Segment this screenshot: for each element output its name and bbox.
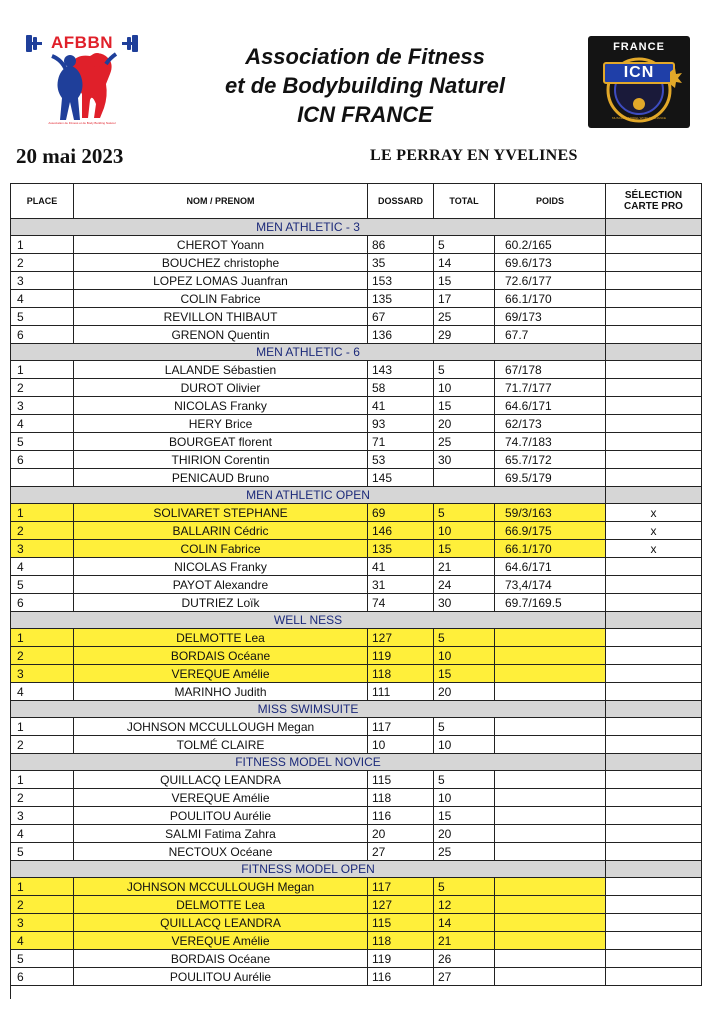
cell-total: 14 — [434, 914, 495, 932]
cell-total: 17 — [434, 290, 495, 308]
cell-dossard: 111 — [368, 683, 434, 701]
cell-total: 20 — [434, 825, 495, 843]
cell-place: 2 — [11, 254, 74, 272]
table-row — [11, 896, 702, 914]
organisation-title — [150, 42, 580, 129]
cell-selection — [606, 878, 702, 896]
icn-logo-main: ICN — [623, 64, 655, 81]
cell-poids — [495, 683, 606, 701]
cell-selection — [606, 629, 702, 647]
cell-dossard: 27 — [368, 843, 434, 861]
cell-place: 3 — [11, 914, 74, 932]
table-row — [11, 272, 702, 290]
header-selection-line-1: SÉLECTION — [624, 190, 683, 201]
category-title: MEN ATHLETIC - 6 — [11, 344, 606, 361]
cell-poids — [495, 825, 606, 843]
cell-name: JOHNSON MCCULLOUGH Megan — [74, 878, 368, 896]
cell-poids: 69.7/169.5 — [495, 594, 606, 612]
cell-name: DUTRIEZ Loïk — [74, 594, 368, 612]
cell-name: TOLMÉ CLAIRE — [74, 736, 368, 754]
cell-dossard: 153 — [368, 272, 434, 290]
header-selection-line-2: CARTE PRO — [624, 201, 683, 212]
cell-selection — [606, 843, 702, 861]
cell-poids: 73,4/174 — [495, 576, 606, 594]
cell-name: JOHNSON MCCULLOUGH Megan — [74, 718, 368, 736]
cell-selection — [606, 807, 702, 825]
cell-dossard: 35 — [368, 254, 434, 272]
cell-place: 3 — [11, 397, 74, 415]
cell-name: LOPEZ LOMAS Juanfran — [74, 272, 368, 290]
cell-poids: 74.7/183 — [495, 433, 606, 451]
cell-name: QUILLACQ LEANDRA — [74, 771, 368, 789]
cell-poids: 72.6/177 — [495, 272, 606, 290]
cell-dossard: 119 — [368, 647, 434, 665]
cell-poids — [495, 771, 606, 789]
table-row — [11, 397, 702, 415]
cell-dossard: 74 — [368, 594, 434, 612]
table-row — [11, 736, 702, 754]
table-row — [11, 718, 702, 736]
cell-selection — [606, 397, 702, 415]
cell-selection — [606, 647, 702, 665]
cell-total: 30 — [434, 451, 495, 469]
cell-selection — [606, 771, 702, 789]
cell-place: 1 — [11, 878, 74, 896]
cell-total: 21 — [434, 558, 495, 576]
cell-place: 5 — [11, 308, 74, 326]
cell-selection — [606, 236, 702, 254]
icn-france-logo — [588, 36, 690, 128]
cell-dossard: 143 — [368, 361, 434, 379]
cell-dossard: 118 — [368, 789, 434, 807]
table-row — [11, 504, 702, 522]
org-line-1: Association de Fitness — [245, 44, 485, 69]
cell-total: 10 — [434, 736, 495, 754]
cell-dossard: 58 — [368, 379, 434, 397]
cell-poids — [495, 665, 606, 683]
cell-name: NICOLAS Franky — [74, 558, 368, 576]
table-row — [11, 415, 702, 433]
category-selection-cell — [606, 754, 702, 771]
cell-dossard: 71 — [368, 433, 434, 451]
table-row — [11, 789, 702, 807]
cell-total: 12 — [434, 896, 495, 914]
table-row — [11, 629, 702, 647]
table-row — [11, 594, 702, 612]
category-selection-cell — [606, 612, 702, 629]
table-row — [11, 254, 702, 272]
category-selection-cell — [606, 487, 702, 504]
cell-dossard: 116 — [368, 807, 434, 825]
cell-dossard: 127 — [368, 896, 434, 914]
cell-name: THIRION Corentin — [74, 451, 368, 469]
cell-selection — [606, 326, 702, 344]
category-row — [11, 487, 702, 504]
cell-name: PENICAUD Bruno — [74, 469, 368, 487]
cell-total: 15 — [434, 807, 495, 825]
category-title: MISS SWIMSUITE — [11, 701, 606, 718]
cell-selection — [606, 308, 702, 326]
cell-place: 4 — [11, 415, 74, 433]
cell-dossard: 93 — [368, 415, 434, 433]
header-dossard: DOSSARD — [368, 184, 434, 219]
category-row — [11, 344, 702, 361]
category-row — [11, 612, 702, 629]
table-row — [11, 771, 702, 789]
table-row — [11, 665, 702, 683]
table-row — [11, 878, 702, 896]
cell-selection — [606, 451, 702, 469]
table-row — [11, 576, 702, 594]
cell-place: 2 — [11, 379, 74, 397]
cell-place: 2 — [11, 522, 74, 540]
cell-dossard: 86 — [368, 236, 434, 254]
cell-poids — [495, 629, 606, 647]
table-row — [11, 433, 702, 451]
category-row — [11, 861, 702, 878]
results-table — [10, 183, 702, 986]
table-row — [11, 843, 702, 861]
cell-total: 21 — [434, 932, 495, 950]
cell-poids: 66.1/170 — [495, 290, 606, 308]
cell-poids — [495, 896, 606, 914]
cell-place — [11, 469, 74, 487]
table-left-border — [10, 975, 11, 999]
cell-selection — [606, 272, 702, 290]
cell-name: BOUCHEZ christophe — [74, 254, 368, 272]
afbbn-logo-text: AFBBN — [51, 33, 113, 52]
category-title: FITNESS MODEL NOVICE — [11, 754, 606, 771]
cell-total: 20 — [434, 683, 495, 701]
cell-name: PAYOT Alexandre — [74, 576, 368, 594]
cell-total: 14 — [434, 254, 495, 272]
cell-selection — [606, 433, 702, 451]
cell-poids — [495, 718, 606, 736]
cell-dossard: 117 — [368, 718, 434, 736]
cell-total: 5 — [434, 236, 495, 254]
cell-poids: 69.5/179 — [495, 469, 606, 487]
cell-dossard: 117 — [368, 878, 434, 896]
org-line-3: ICN FRANCE — [297, 102, 433, 127]
cell-name: VEREQUE Amélie — [74, 789, 368, 807]
cell-dossard: 41 — [368, 558, 434, 576]
cell-total: 5 — [434, 504, 495, 522]
event-date: 20 mai 2023 — [16, 144, 124, 168]
cell-selection — [606, 718, 702, 736]
cell-selection — [606, 379, 702, 397]
category-selection-cell — [606, 701, 702, 718]
afbbn-logo — [24, 30, 140, 130]
cell-name: LALANDE Sébastien — [74, 361, 368, 379]
category-selection-cell — [606, 219, 702, 236]
cell-total: 27 — [434, 968, 495, 986]
cell-total: 15 — [434, 397, 495, 415]
table-row — [11, 950, 702, 968]
cell-total: 25 — [434, 843, 495, 861]
cell-place: 1 — [11, 504, 74, 522]
cell-selection — [606, 558, 702, 576]
cell-dossard: 20 — [368, 825, 434, 843]
event-venue: LE PERRAY EN YVELINES — [370, 147, 578, 164]
cell-total: 15 — [434, 665, 495, 683]
cell-place: 2 — [11, 896, 74, 914]
cell-place: 6 — [11, 968, 74, 986]
cell-poids: 62/173 — [495, 415, 606, 433]
cell-poids — [495, 789, 606, 807]
header-place: PLACE — [11, 184, 74, 219]
cell-dossard: 135 — [368, 540, 434, 558]
table-row — [11, 968, 702, 986]
cell-name: POULITOU Aurélie — [74, 968, 368, 986]
cell-selection — [606, 254, 702, 272]
cell-poids — [495, 736, 606, 754]
cell-poids: 67/178 — [495, 361, 606, 379]
cell-dossard: 31 — [368, 576, 434, 594]
cell-place: 5 — [11, 576, 74, 594]
cell-place: 6 — [11, 594, 74, 612]
cell-selection — [606, 665, 702, 683]
cell-dossard: 67 — [368, 308, 434, 326]
cell-place: 1 — [11, 361, 74, 379]
cell-poids: 69.6/173 — [495, 254, 606, 272]
table-row — [11, 914, 702, 932]
cell-name: BALLARIN Cédric — [74, 522, 368, 540]
cell-selection — [606, 290, 702, 308]
cell-name: BORDAIS Océane — [74, 647, 368, 665]
cell-total: 25 — [434, 433, 495, 451]
cell-total: 24 — [434, 576, 495, 594]
cell-poids: 69/173 — [495, 308, 606, 326]
cell-place: 1 — [11, 236, 74, 254]
cell-poids: 71.7/177 — [495, 379, 606, 397]
cell-place: 4 — [11, 825, 74, 843]
cell-total: 29 — [434, 326, 495, 344]
cell-selection — [606, 825, 702, 843]
cell-dossard: 118 — [368, 932, 434, 950]
table-row — [11, 807, 702, 825]
cell-dossard: 116 — [368, 968, 434, 986]
cell-total: 5 — [434, 878, 495, 896]
cell-dossard: 146 — [368, 522, 434, 540]
cell-name: COLIN Fabrice — [74, 540, 368, 558]
cell-place: 3 — [11, 540, 74, 558]
cell-dossard: 136 — [368, 326, 434, 344]
table-row — [11, 469, 702, 487]
cell-selection — [606, 736, 702, 754]
cell-poids: 64.6/171 — [495, 397, 606, 415]
cell-place: 5 — [11, 433, 74, 451]
cell-selection — [606, 469, 702, 487]
cell-dossard: 118 — [368, 665, 434, 683]
cell-dossard: 127 — [368, 629, 434, 647]
cell-poids — [495, 932, 606, 950]
org-line-2: et de Bodybuilding Naturel — [225, 73, 505, 98]
cell-selection — [606, 789, 702, 807]
cell-dossard: 135 — [368, 290, 434, 308]
table-row — [11, 451, 702, 469]
cell-place: 2 — [11, 647, 74, 665]
cell-selection — [606, 361, 702, 379]
cell-place: 5 — [11, 843, 74, 861]
cell-place: 3 — [11, 665, 74, 683]
cell-place: 1 — [11, 771, 74, 789]
cell-poids — [495, 647, 606, 665]
cell-poids — [495, 843, 606, 861]
cell-name: DUROT Olivier — [74, 379, 368, 397]
cell-dossard: 145 — [368, 469, 434, 487]
icn-logo-france: FRANCE — [613, 41, 665, 53]
header-poids: POIDS — [495, 184, 606, 219]
table-row — [11, 540, 702, 558]
cell-selection — [606, 683, 702, 701]
table-row — [11, 683, 702, 701]
table-row — [11, 825, 702, 843]
cell-total: 5 — [434, 629, 495, 647]
category-title: MEN ATHLETIC - 3 — [11, 219, 606, 236]
cell-selection: x — [606, 504, 702, 522]
cell-selection — [606, 914, 702, 932]
cell-dossard: 119 — [368, 950, 434, 968]
cell-poids: 60.2/165 — [495, 236, 606, 254]
cell-place: 3 — [11, 807, 74, 825]
cell-selection: x — [606, 522, 702, 540]
cell-name: HERY Brice — [74, 415, 368, 433]
cell-dossard: 115 — [368, 771, 434, 789]
cell-name: POULITOU Aurélie — [74, 807, 368, 825]
cell-selection — [606, 932, 702, 950]
cell-poids — [495, 950, 606, 968]
category-title: FITNESS MODEL OPEN — [11, 861, 606, 878]
cell-name: BORDAIS Océane — [74, 950, 368, 968]
cell-name: REVILLON THIBAUT — [74, 308, 368, 326]
results-body — [11, 219, 702, 986]
cell-poids — [495, 914, 606, 932]
cell-selection — [606, 968, 702, 986]
cell-total: 5 — [434, 718, 495, 736]
cell-name: QUILLACQ LEANDRA — [74, 914, 368, 932]
cell-name: SOLIVARET STEPHANE — [74, 504, 368, 522]
cell-poids: 59/3/163 — [495, 504, 606, 522]
cell-place: 6 — [11, 451, 74, 469]
cell-name: COLIN Fabrice — [74, 290, 368, 308]
cell-selection — [606, 594, 702, 612]
table-header-row — [11, 184, 702, 219]
cell-poids: 64.6/171 — [495, 558, 606, 576]
cell-dossard: 10 — [368, 736, 434, 754]
cell-selection: x — [606, 540, 702, 558]
cell-name: GRENON Quentin — [74, 326, 368, 344]
cell-place: 4 — [11, 932, 74, 950]
table-row — [11, 236, 702, 254]
cell-poids: 66.1/170 — [495, 540, 606, 558]
cell-selection — [606, 950, 702, 968]
cell-total: 10 — [434, 789, 495, 807]
table-row — [11, 308, 702, 326]
cell-name: SALMI Fatima Zahra — [74, 825, 368, 843]
table-row — [11, 361, 702, 379]
cell-name: VEREQUE Amélie — [74, 932, 368, 950]
table-row — [11, 647, 702, 665]
cell-total: 10 — [434, 522, 495, 540]
cell-name: NECTOUX Océane — [74, 843, 368, 861]
cell-place: 1 — [11, 718, 74, 736]
cell-total — [434, 469, 495, 487]
cell-total: 15 — [434, 272, 495, 290]
cell-total: 26 — [434, 950, 495, 968]
cell-place: 4 — [11, 290, 74, 308]
cell-place: 5 — [11, 950, 74, 968]
cell-place: 2 — [11, 736, 74, 754]
cell-total: 20 — [434, 415, 495, 433]
cell-poids: 67.7 — [495, 326, 606, 344]
cell-dossard: 53 — [368, 451, 434, 469]
cell-name: MARINHO Judith — [74, 683, 368, 701]
table-row — [11, 558, 702, 576]
category-title: MEN ATHLETIC OPEN — [11, 487, 606, 504]
cell-total: 15 — [434, 540, 495, 558]
category-row — [11, 701, 702, 718]
cell-selection — [606, 576, 702, 594]
cell-name: VEREQUE Amélie — [74, 665, 368, 683]
cell-poids — [495, 968, 606, 986]
icn-logo-ring-text: MUSCLE & MODEL WORLD ALLIANCE — [612, 116, 666, 120]
category-row — [11, 219, 702, 236]
cell-total: 5 — [434, 361, 495, 379]
table-row — [11, 326, 702, 344]
cell-name: DELMOTTE Lea — [74, 629, 368, 647]
cell-total: 25 — [434, 308, 495, 326]
category-row — [11, 754, 702, 771]
cell-total: 10 — [434, 647, 495, 665]
cell-total: 5 — [434, 771, 495, 789]
table-row — [11, 522, 702, 540]
header-name: NOM / PRENOM — [74, 184, 368, 219]
cell-place: 4 — [11, 683, 74, 701]
cell-name: CHEROT Yoann — [74, 236, 368, 254]
cell-place: 1 — [11, 629, 74, 647]
afbbn-logo-caption: Association de Fitness et de Body Building Naturel — [48, 121, 116, 125]
cell-place: 6 — [11, 326, 74, 344]
cell-name: DELMOTTE Lea — [74, 896, 368, 914]
cell-poids: 65.7/172 — [495, 451, 606, 469]
table-row — [11, 379, 702, 397]
cell-total: 30 — [434, 594, 495, 612]
cell-name: BOURGEAT florent — [74, 433, 368, 451]
cell-dossard: 69 — [368, 504, 434, 522]
cell-dossard: 41 — [368, 397, 434, 415]
category-selection-cell — [606, 861, 702, 878]
cell-selection — [606, 896, 702, 914]
cell-poids: 66.9/175 — [495, 522, 606, 540]
cell-place: 4 — [11, 558, 74, 576]
cell-place: 2 — [11, 789, 74, 807]
cell-selection — [606, 415, 702, 433]
cell-name: NICOLAS Franky — [74, 397, 368, 415]
category-selection-cell — [606, 344, 702, 361]
cell-poids — [495, 878, 606, 896]
table-row — [11, 932, 702, 950]
cell-place: 3 — [11, 272, 74, 290]
header-selection — [606, 184, 702, 219]
cell-poids — [495, 807, 606, 825]
category-title: WELL NESS — [11, 612, 606, 629]
header-total: TOTAL — [434, 184, 495, 219]
table-row — [11, 290, 702, 308]
cell-dossard: 115 — [368, 914, 434, 932]
cell-total: 10 — [434, 379, 495, 397]
